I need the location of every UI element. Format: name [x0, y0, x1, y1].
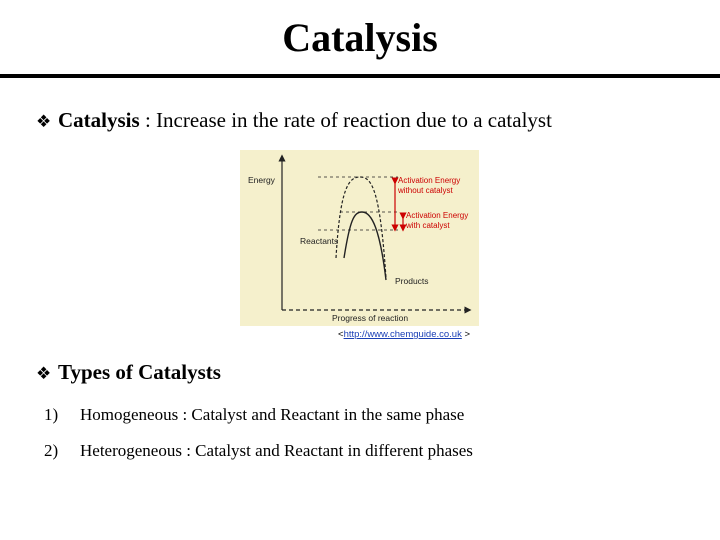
- item-number: 1): [44, 405, 59, 424]
- diamond-bullet-icon: ❖: [36, 112, 52, 131]
- title-rule: [0, 74, 720, 78]
- source-suffix: >: [461, 329, 471, 340]
- energy-diagram: [240, 150, 479, 326]
- list-item: [44, 440, 473, 462]
- list-item: [44, 404, 464, 426]
- types-heading-bullet: [36, 359, 221, 387]
- item-text: Heterogeneous : Catalyst and Reactant in different phases: [80, 441, 473, 460]
- catalysed-curve: [344, 212, 386, 280]
- uncatalysed-label-line1: Activation Energy: [398, 176, 461, 185]
- catalysed-label-line2: with catalyst: [406, 221, 450, 230]
- figure-source: [338, 329, 470, 340]
- source-prefix: <: [338, 329, 344, 340]
- products-label: Products: [395, 276, 429, 286]
- item-number: 2): [44, 441, 59, 460]
- slide-title: Catalysis: [282, 15, 438, 60]
- energy-diagram-svg: [240, 150, 479, 326]
- item-text: Homogeneous : Catalyst and Reactant in the same phase: [80, 405, 465, 424]
- reactants-label: Reactants: [300, 236, 339, 246]
- y-axis-label: Energy: [248, 175, 275, 185]
- definition-bullet: [36, 107, 552, 135]
- catalysed-label-line1: Activation Energy: [406, 211, 469, 220]
- definition-text: : Increase in the rate of reaction due to a catalyst: [139, 108, 552, 132]
- source-link[interactable]: http://www.chemguide.co.uk: [343, 329, 462, 340]
- uncatalysed-label-line2: without catalyst: [398, 186, 453, 195]
- x-axis-label: Progress of reaction: [332, 313, 409, 323]
- types-heading: Types of Catalysts: [58, 360, 221, 384]
- diamond-bullet-icon: ❖: [36, 364, 52, 383]
- definition-term: Catalysis: [58, 108, 140, 132]
- uncatalysed-curve: [336, 177, 386, 278]
